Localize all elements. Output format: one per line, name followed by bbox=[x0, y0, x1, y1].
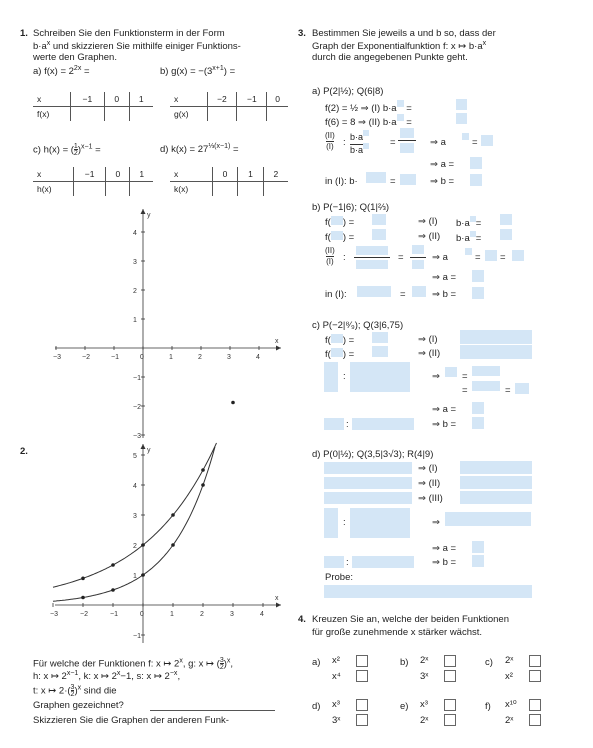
x-tick-label: 1 bbox=[170, 611, 174, 618]
y-tick-label: 3 bbox=[133, 259, 137, 266]
task3c-line1: f( ) = bbox=[325, 335, 355, 346]
task3c-blank-8[interactable] bbox=[472, 366, 500, 376]
task3d-blank-10[interactable] bbox=[472, 541, 484, 553]
task3b-fraction-bar-2 bbox=[410, 257, 426, 258]
task3-text-line3: durch die angegebenen Punkte geht. bbox=[312, 52, 468, 63]
task3b-blank-6[interactable] bbox=[356, 260, 388, 269]
task3-text-line2: Graph der Exponentialfunktion f: x ↦ $b\cdot a^x$ bbox=[312, 40, 487, 53]
task3b-eq3: = bbox=[500, 252, 506, 263]
task3c-line4-eq: = bbox=[462, 385, 468, 396]
task3c-implies: ⇒ bbox=[432, 371, 440, 382]
task4-checkbox-bottom[interactable] bbox=[356, 670, 368, 682]
y-axis-label: y bbox=[147, 447, 151, 454]
task4-item-label: c) bbox=[485, 657, 493, 668]
task3d-blank-13[interactable] bbox=[472, 555, 484, 567]
task3d-colon: : bbox=[343, 517, 346, 528]
task3a-blank-4[interactable] bbox=[400, 143, 414, 153]
y-tick-label: 3 bbox=[133, 513, 137, 520]
x-axis-label: x bbox=[275, 338, 279, 345]
task2-question-line3: t: x ↦ $2\cdot(\frac{3}{2})^x$ sind die bbox=[33, 684, 117, 698]
task1-text-line3: werte den Graphen. bbox=[33, 52, 117, 63]
task3a-colon: : bbox=[343, 137, 346, 148]
x-tick-label: −3 bbox=[53, 354, 61, 361]
task3d-colon2: : bbox=[346, 557, 349, 568]
task3d-blank-12[interactable] bbox=[352, 556, 414, 568]
x-tick-label: 4 bbox=[260, 611, 264, 618]
curve-t-point bbox=[171, 513, 175, 517]
task3b-blank-7[interactable] bbox=[412, 245, 424, 254]
curve-t-point bbox=[141, 543, 145, 547]
curve-f-point bbox=[111, 588, 115, 592]
task1-text-line1: Schreiben Sie den Funktionsterm in der Form bbox=[33, 28, 225, 39]
curve-t-point bbox=[231, 401, 235, 405]
task3b-blank-12[interactable] bbox=[472, 270, 484, 282]
task4-item-label: d) bbox=[312, 701, 321, 712]
task3c-blank-12[interactable] bbox=[324, 418, 344, 430]
task3a-line5-eq: = bbox=[390, 176, 396, 187]
curve-t-point bbox=[81, 577, 85, 581]
task3b-eq2: = bbox=[475, 252, 481, 263]
task3b-line4: ⇒ a = bbox=[432, 272, 457, 283]
task3c-blank-9[interactable] bbox=[472, 381, 500, 391]
task3a-blank-6[interactable] bbox=[481, 135, 493, 146]
task3a-blank-8[interactable] bbox=[366, 172, 386, 183]
curve-f-point bbox=[201, 483, 205, 487]
task4-checkbox-bottom[interactable] bbox=[444, 714, 456, 726]
task3b-implies-a: ⇒ a bbox=[432, 252, 448, 263]
task3d-line1: ⇒ (I) bbox=[418, 463, 438, 474]
y-tick-label: 1 bbox=[133, 573, 137, 580]
task3-text-line1: Bestimmen Sie jeweils a und b so, dass der bbox=[312, 28, 496, 39]
y-tick-label: −1 bbox=[133, 375, 141, 382]
task4-checkbox-bottom[interactable] bbox=[356, 714, 368, 726]
x-tick-label: 4 bbox=[256, 354, 260, 361]
task1d-function: d) $k(x) = 27^{\frac{1}{3}(x-1)}$ = bbox=[160, 143, 239, 156]
task4-function-top: x³ bbox=[332, 699, 340, 710]
task3a-blank-9[interactable] bbox=[400, 174, 416, 185]
curve-f-point bbox=[81, 596, 85, 600]
task3b-line1: f( ) = bbox=[325, 217, 355, 228]
task1-text-line2: $b\cdot a^x$ und skizzieren Sie mithilfe einiger Funktions- bbox=[33, 40, 241, 53]
task1d-value-table: x 0 1 2 k(x) bbox=[170, 167, 288, 196]
x-tick-label: 2 bbox=[198, 354, 202, 361]
task4-function-bottom: 2ˣ bbox=[420, 715, 429, 726]
x-tick-label: −2 bbox=[82, 354, 90, 361]
task3d-blank-3[interactable] bbox=[324, 477, 412, 489]
task3b-blank-15[interactable] bbox=[472, 287, 484, 299]
x-axis-arrow bbox=[276, 346, 281, 351]
task4-checkbox-top[interactable] bbox=[529, 655, 541, 667]
task3c-blank-5[interactable] bbox=[324, 362, 338, 392]
x-tick-label: 0 bbox=[140, 354, 144, 361]
task3a-division-label: (II) (I) bbox=[325, 131, 335, 151]
x-tick-label: −1 bbox=[111, 354, 119, 361]
task3c-blank-1[interactable] bbox=[372, 332, 388, 343]
task3b-blank-9[interactable] bbox=[465, 248, 472, 255]
task3c-line4-eq2: = bbox=[505, 385, 511, 396]
task3c-blank-6[interactable] bbox=[350, 362, 410, 392]
task3c-colon: : bbox=[343, 371, 346, 382]
task4-function-top: 2ˣ bbox=[505, 655, 514, 666]
task3a-blank-2[interactable] bbox=[456, 113, 467, 124]
task3b-blank-4[interactable] bbox=[500, 229, 512, 240]
task3a-blank-1[interactable] bbox=[456, 99, 467, 110]
task3b-line2: f( ) = bbox=[325, 232, 355, 243]
task3a-line5-b: ⇒ b = bbox=[430, 176, 455, 187]
task1-number: 1. bbox=[20, 28, 28, 39]
task3b-blank-8[interactable] bbox=[412, 260, 424, 269]
task3c-colon2: : bbox=[346, 419, 349, 430]
task3d-blank-7[interactable] bbox=[324, 508, 338, 538]
task3c-blank-2[interactable] bbox=[460, 330, 532, 344]
x-tick-label: −2 bbox=[80, 611, 88, 618]
x-tick-label: −1 bbox=[110, 611, 118, 618]
task3c-line2-right: ⇒ (II) bbox=[418, 348, 441, 359]
task3b-line1-expr: b·a = bbox=[456, 216, 481, 229]
task4-checkbox-top[interactable] bbox=[356, 655, 368, 667]
task1b-function: b) $g(x) = -(3^{x+1})$ = bbox=[160, 65, 236, 78]
task3b-line5-eq: = bbox=[400, 289, 406, 300]
curve-f-point bbox=[171, 543, 175, 547]
task4-function-bottom: 2ˣ bbox=[505, 715, 514, 726]
task3c-blank-7[interactable] bbox=[445, 367, 457, 377]
task3c-blank-14[interactable] bbox=[472, 417, 484, 429]
task3d-blank-9[interactable] bbox=[445, 512, 531, 526]
y-axis-arrow bbox=[141, 444, 146, 449]
task3a-implies-a: ⇒ a bbox=[430, 137, 446, 148]
task4-text-line1: Kreuzen Sie an, welche der beiden Funktionen bbox=[312, 614, 509, 625]
task3d-probe-label: Probe: bbox=[325, 572, 353, 583]
task4-checkbox-bottom[interactable] bbox=[529, 714, 541, 726]
task1c-value-table: x −1 0 1 h(x) bbox=[33, 167, 153, 196]
task4-checkbox-bottom[interactable] bbox=[444, 670, 456, 682]
task3d-probe-field[interactable] bbox=[324, 585, 532, 598]
task1a-value-table: x −1 0 1 f(x) bbox=[33, 92, 153, 121]
task3a-fraction-bar bbox=[398, 140, 416, 141]
x-tick-label: 3 bbox=[227, 354, 231, 361]
task1a-function: a) $f(x) = 2^{2x}$ = bbox=[33, 65, 90, 78]
task3b-line2-expr: b·a = bbox=[456, 231, 481, 244]
task3a-blank-7[interactable] bbox=[470, 157, 482, 169]
task4-item-label: f) bbox=[485, 701, 491, 712]
task2-question-line5: Skizzieren Sie die Graphen der anderen Funk- bbox=[33, 715, 229, 726]
task3b-line2-right: ⇒ (II) bbox=[418, 231, 441, 242]
task4-function-top: 2ˣ bbox=[420, 655, 429, 666]
task3c-eq1: = bbox=[462, 371, 468, 382]
task3c-line6-b: ⇒ b = bbox=[432, 419, 457, 430]
task3b-blank-14[interactable] bbox=[412, 286, 426, 297]
task3d-blank-1[interactable] bbox=[324, 462, 412, 474]
task3a-blank-5[interactable] bbox=[462, 133, 469, 140]
task4-function-bottom: 3ˣ bbox=[332, 715, 341, 726]
task2-question-line2: h: x ↦ $2^{x-1}$, k: x ↦ $2^x-1$, s: x ↦ $2^{-x}$, bbox=[33, 670, 181, 683]
task3b-fraction-bar-1 bbox=[354, 257, 390, 258]
task4-checkbox-top[interactable] bbox=[356, 699, 368, 711]
task2-question-line4: Graphen gezeichnet? bbox=[33, 700, 124, 711]
task3b-line5: in (I): bbox=[325, 289, 347, 300]
x-axis-arrow bbox=[276, 603, 281, 608]
task3b-blank-10[interactable] bbox=[485, 250, 497, 261]
y-tick-label: 2 bbox=[133, 543, 137, 550]
task2-answer-line[interactable] bbox=[150, 710, 275, 711]
task3c-blank-4[interactable] bbox=[460, 345, 532, 359]
task3-number: 3. bbox=[298, 28, 306, 39]
x-tick-label: 1 bbox=[169, 354, 173, 361]
curve-t-point bbox=[111, 563, 115, 567]
task3c-line2: f( ) = bbox=[325, 349, 355, 360]
y-tick-label: 4 bbox=[133, 230, 137, 237]
task4-checkbox-top[interactable] bbox=[529, 699, 541, 711]
task3a-line4: ⇒ a = bbox=[430, 159, 455, 170]
task3a-eq1: = bbox=[390, 137, 396, 148]
task2-question-line1: Für welche der Funktionen f: x ↦ 2$^x$, g: x ↦ $(\frac{3}{2})^x$, bbox=[33, 657, 234, 671]
task3d-blank-4[interactable] bbox=[460, 476, 532, 489]
task1b-value-table: x −2 −1 0 g(x) bbox=[170, 92, 288, 121]
task3d-line5: ⇒ a = bbox=[432, 543, 457, 554]
y-tick-label: −1 bbox=[133, 633, 141, 640]
task3c-blank-11[interactable] bbox=[472, 402, 484, 414]
y-tick-label: −3 bbox=[133, 433, 141, 440]
task3a-blank-3[interactable] bbox=[400, 128, 414, 138]
task2-number: 2. bbox=[20, 446, 28, 457]
task4-checkbox-top[interactable] bbox=[444, 699, 456, 711]
task3b-line1-right: ⇒ (I) bbox=[418, 216, 438, 227]
task3d-blank-6[interactable] bbox=[460, 491, 532, 504]
y-axis-label: y bbox=[147, 212, 151, 219]
task3c-blank-13[interactable] bbox=[352, 418, 414, 430]
task3b-blank-5[interactable] bbox=[356, 246, 388, 255]
task3d-blank-11[interactable] bbox=[324, 556, 344, 568]
task3d-blank-8[interactable] bbox=[350, 508, 410, 538]
task4-function-bottom: x⁴ bbox=[332, 671, 341, 682]
task3a-division-fraction: b·a b·a bbox=[350, 130, 369, 156]
task3b-colon: : bbox=[343, 252, 346, 263]
task3a-points: a) P(2|½); Q(6|8) bbox=[312, 86, 384, 97]
task3d-line2: ⇒ (II) bbox=[418, 478, 441, 489]
y-tick-label: 4 bbox=[133, 483, 137, 490]
task3b-line5-b: ⇒ b = bbox=[432, 289, 457, 300]
task3b-blank-1[interactable] bbox=[372, 214, 386, 225]
task3b-blank-2[interactable] bbox=[500, 214, 512, 225]
task4-checkbox-bottom[interactable] bbox=[529, 670, 541, 682]
curve-f-point bbox=[141, 573, 145, 577]
task3c-line1-right: ⇒ (I) bbox=[418, 334, 438, 345]
task3b-blank-11[interactable] bbox=[512, 250, 524, 261]
task3d-points: d) P(0|½); Q(3,5|3√3); R(4|9) bbox=[312, 449, 434, 460]
task3a-line1: f(2) = ½ ⇒ (I) b·a = bbox=[325, 100, 412, 114]
task1-coordinate-system bbox=[55, 205, 285, 440]
x-tick-label: 2 bbox=[200, 611, 204, 618]
x-tick-label: 0 bbox=[140, 611, 144, 618]
task4-function-top: x³ bbox=[420, 699, 428, 710]
task4-checkbox-top[interactable] bbox=[444, 655, 456, 667]
task3b-division-label: (II) (I) bbox=[325, 246, 335, 266]
task3a-line2: f(6) = 8 ⇒ (II) b·a = bbox=[325, 114, 412, 128]
y-tick-label: 5 bbox=[133, 453, 137, 460]
task3d-line6-b: ⇒ b = bbox=[432, 557, 457, 568]
y-tick-label: 2 bbox=[133, 288, 137, 295]
task4-function-top: x² bbox=[332, 655, 340, 666]
task4-function-bottom: 3ˣ bbox=[420, 671, 429, 682]
task2-coordinate-system bbox=[50, 440, 285, 645]
task3c-line5: ⇒ a = bbox=[432, 404, 457, 415]
y-tick-label: −2 bbox=[133, 404, 141, 411]
task3c-blank-3[interactable] bbox=[372, 346, 388, 357]
task3d-blank-2[interactable] bbox=[460, 461, 532, 474]
task3b-blank-13[interactable] bbox=[357, 286, 391, 297]
task3c-blank-10[interactable] bbox=[515, 383, 529, 394]
task4-function-bottom: x² bbox=[505, 671, 513, 682]
y-axis-arrow bbox=[141, 209, 146, 214]
task3b-points: b) P(−1|6); Q(1|⅔) bbox=[312, 202, 390, 213]
task3a-line5: in (I): b· bbox=[325, 176, 358, 187]
task1c-function: c) $h(x) = (\frac{1}{2})^{x-1}$ = bbox=[33, 143, 101, 157]
task3d-line3: ⇒ (III) bbox=[418, 493, 443, 504]
task4-item-label: a) bbox=[312, 657, 321, 668]
task4-item-label: b) bbox=[400, 657, 409, 668]
task3a-eq2: = bbox=[472, 137, 478, 148]
x-axis-label: x bbox=[275, 595, 279, 602]
x-tick-label: −3 bbox=[50, 611, 58, 618]
task4-number: 4. bbox=[298, 614, 306, 625]
task3d-implies: ⇒ bbox=[432, 517, 440, 528]
curve-t-point bbox=[201, 468, 205, 472]
y-tick-label: 1 bbox=[133, 317, 137, 324]
task3c-points: c) P(−2|⁸⁄₉); Q(3|6,75) bbox=[312, 320, 404, 331]
task4-function-top: x¹⁰ bbox=[505, 699, 517, 710]
task3b-eq1: = bbox=[398, 252, 404, 263]
task3b-blank-3[interactable] bbox=[372, 229, 386, 240]
task4-text-line2: für große zunehmende x stärker wächst. bbox=[312, 627, 483, 638]
x-tick-label: 3 bbox=[230, 611, 234, 618]
task3a-blank-10[interactable] bbox=[470, 174, 482, 186]
task4-item-label: e) bbox=[400, 701, 409, 712]
task3d-blank-5[interactable] bbox=[324, 492, 412, 504]
